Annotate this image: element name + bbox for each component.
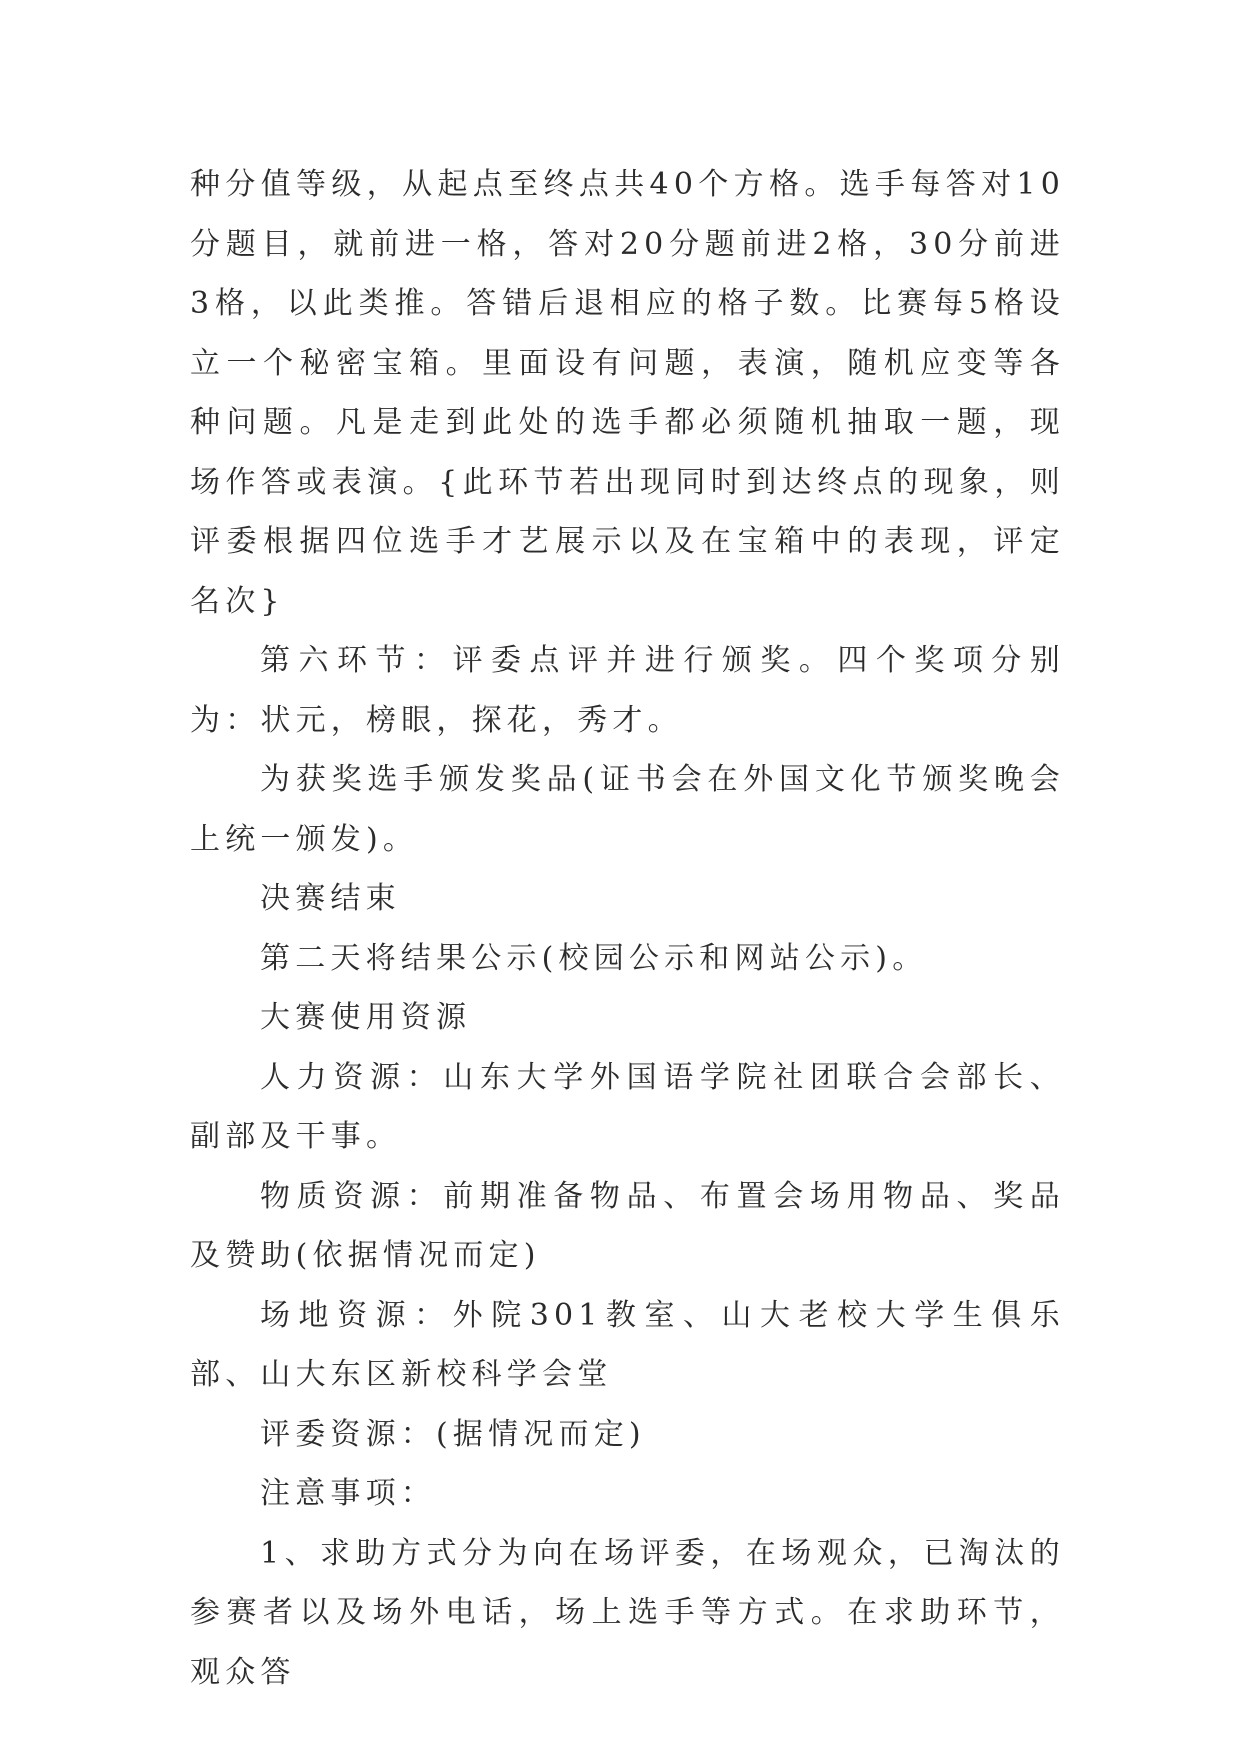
paragraph-note-one: 1、求助方式分为向在场评委，在场观众，已淘汰的参赛者以及场外电话，场上选手等方式。在求助环节，观众答 xyxy=(190,1535,1065,1690)
heading-resources: 大赛使用资源 xyxy=(260,1000,472,1035)
paragraph-results-announcement: 第二天将结果公示(校园公示和网站公示)。 xyxy=(260,940,928,976)
paragraph-material-resources: 物质资源：前期准备物品、布置会场用物品、奖品及赞助(依据情况而定) xyxy=(190,1178,1065,1273)
paragraph-venue-resources: 场地资源：外院301教室、山大老校大学生俱乐部、山大东区新校科学会堂 xyxy=(190,1297,1065,1392)
paragraph-awards: 为获奖选手颁发奖品(证书会在外国文化节颁奖晚会上统一颁发)。 xyxy=(190,762,1065,857)
paragraph-judge-resources: 评委资源：(据情况而定) xyxy=(260,1416,646,1452)
paragraph-human-resources: 人力资源：山东大学外国语学院社团联合会部长、副部及干事。 xyxy=(190,1059,1065,1154)
heading-notes: 注意事项： xyxy=(260,1476,436,1511)
paragraph-stage-six: 第六环节：评委点评并进行颁奖。四个奖项分别为：状元，榜眼，探花，秀才。 xyxy=(190,643,1065,738)
paragraph-final-end: 决赛结束 xyxy=(260,881,401,916)
paragraph-rules-continued: 种分值等级，从起点至终点共40个方格。选手每答对10分题目，就前进一格，答对20分题前进2格，30分前进3格，以此类推。答错后退相应的格子数。比赛每5格设立一个秘密宝箱。里面设有问题，表演，随机应变等各种问题。凡是走到此处的选手都必须随机抽取一题，现场作答或表演。{此环节若出现同时到达终点的现象，则评委根据四位选手才艺展示以及在宝箱中的表现，评定名次} xyxy=(190,167,1065,619)
document-body xyxy=(190,155,1065,1702)
